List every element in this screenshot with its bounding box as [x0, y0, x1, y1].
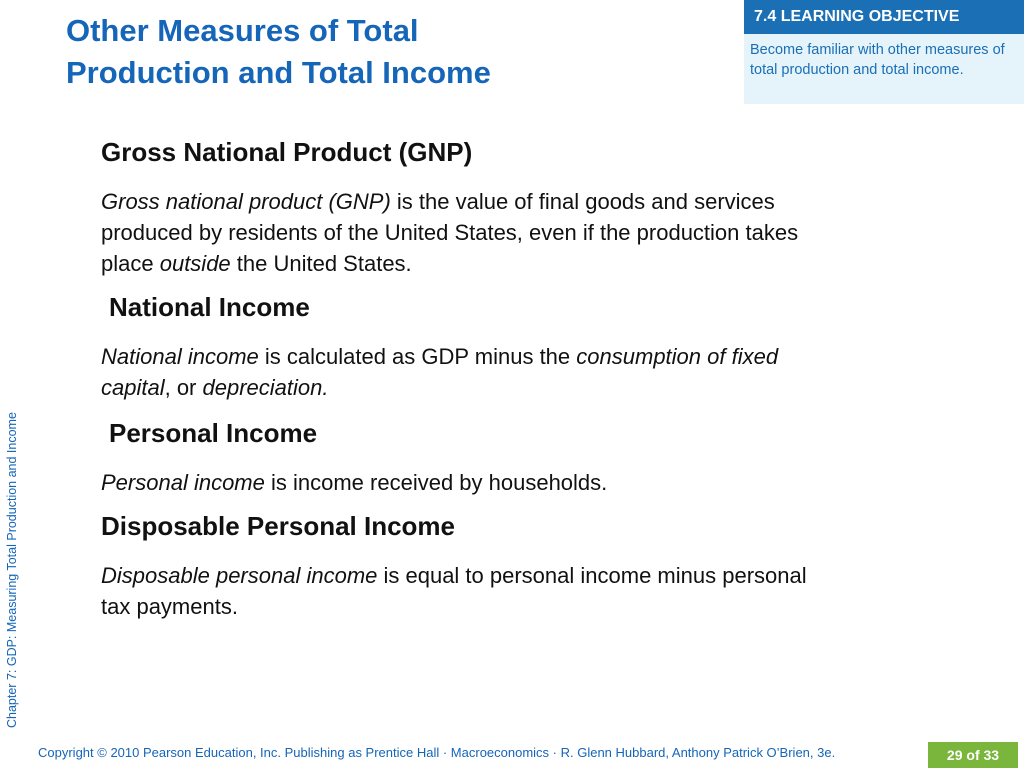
learning-objective-header: 7.4 LEARNING OBJECTIVE [744, 0, 1024, 34]
emphasis-outside: outside [159, 251, 231, 276]
section-heading-personal-income: Personal Income [109, 418, 318, 448]
page-of: of [966, 747, 980, 763]
body-text: is income received by households. [264, 470, 608, 495]
body-text: is calculated as GDP minus the [258, 344, 577, 369]
learning-objective-text: Become familiar with other measures of total production and total income. [750, 42, 1005, 78]
emphasis-depreciation: depreciation. [202, 375, 329, 400]
term-national-income: National income [101, 344, 259, 369]
slide-title [66, 10, 586, 94]
section-heading-national-income: National Income [109, 292, 310, 322]
slide-title-line2: Production and Total Income [66, 55, 491, 90]
slide-content [101, 132, 841, 622]
section-body-national-income [101, 341, 841, 403]
chapter-sidebar-label: Chapter 7: GDP: Measuring Total Production and Income [5, 412, 19, 728]
slide-title-line1: Other Measures of Total [66, 13, 419, 48]
term-disposable-personal-income: Disposable personal income [101, 563, 378, 588]
section-heading-disposable-personal-income: Disposable Personal Income [101, 511, 456, 541]
section-body-disposable-personal-income [101, 560, 841, 622]
page-current: 29 [946, 747, 963, 763]
page-total: 33 [983, 747, 1000, 763]
copyright-footer: Copyright © 2010 Pearson Education, Inc. Publishing as Prentice Hall · Macroeconomics · R. Glenn Hubbard, Anthony Patrick O’Brien, 3e. [38, 745, 836, 760]
body-text: the United States. [230, 251, 412, 276]
body-text: is the value of final goods and services produced by residents of the United States, even if the production takes place [101, 189, 799, 276]
emphasis-consumption-of-fixed-capital: consumption of fixed capital [101, 344, 779, 400]
term-gnp: Gross national product (GNP) [101, 189, 391, 214]
body-text: is equal to personal income minus personal tax payments. [101, 563, 807, 619]
section-heading-gnp: Gross National Product (GNP) [101, 137, 473, 167]
term-personal-income: Personal income [101, 470, 265, 495]
section-body-personal-income [101, 467, 841, 498]
body-text: , or [164, 375, 203, 400]
page-number-badge [928, 742, 1018, 768]
section-body-gnp [101, 186, 841, 279]
